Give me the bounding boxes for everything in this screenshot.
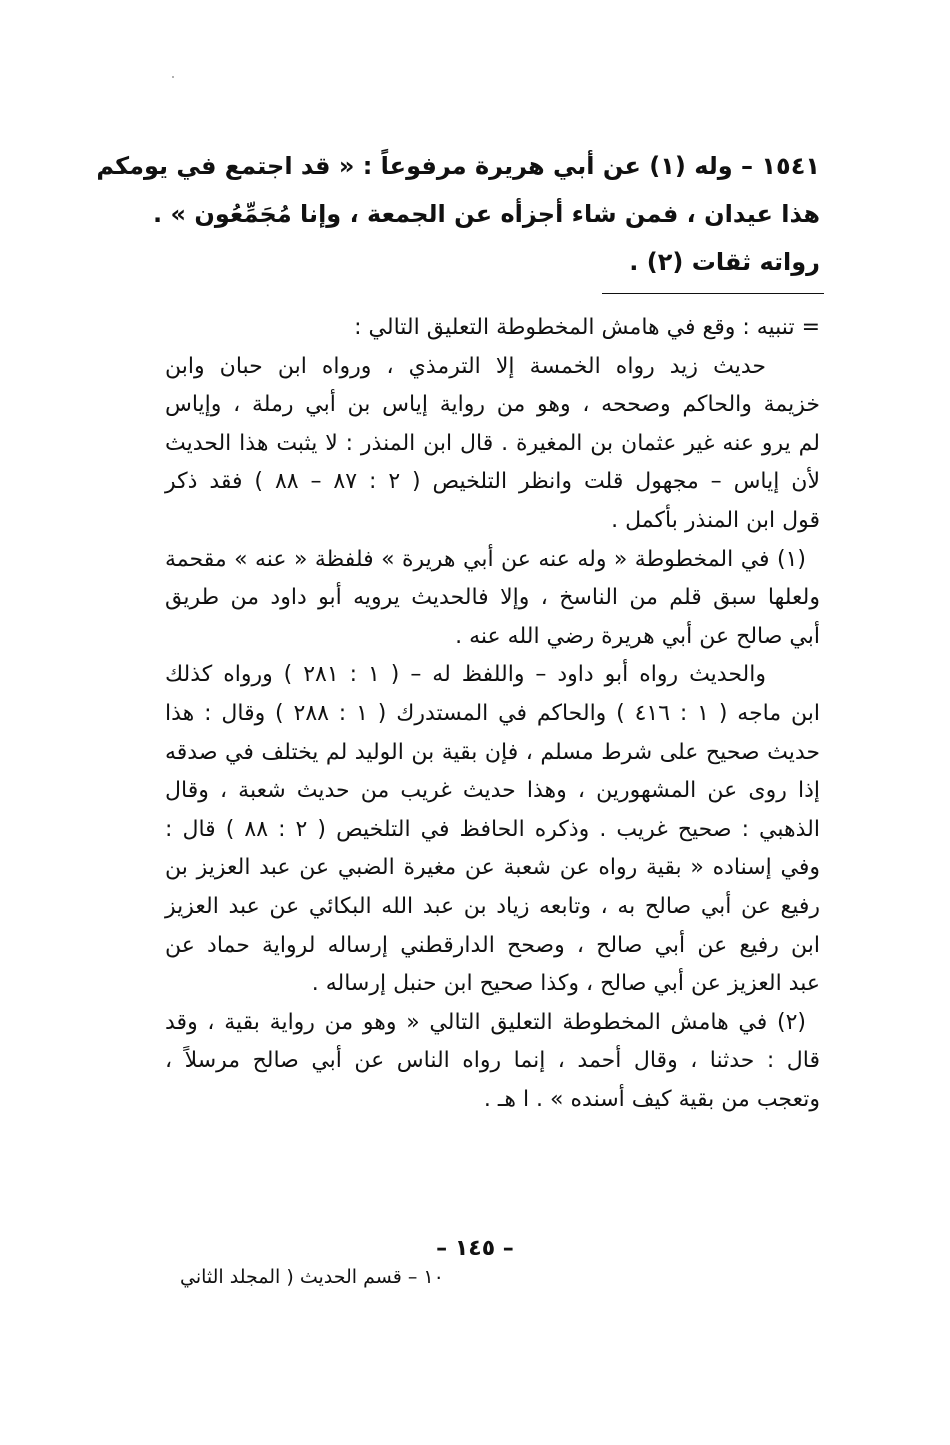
hadith-block [96,142,820,286]
footnote-1-line: ولعلها سبق قلم من الناسخ ، وإلا فالحديث يرويه أبو داود من طريق [165,585,820,611]
takhrij-line: ابن رفيع عن أبي صالح ، وصحح الدارقطني إرساله لرواية حماد عن [165,932,820,958]
footnote-1-line: (١) في المخطوطة « وله عنه عن أبي هريرة » فلفظة « عنه » مقحمة [165,546,806,572]
footnote-1 [165,541,820,657]
takhrij-paragraph [165,656,820,1003]
page-number: – ١٤٥ – [436,1236,514,1261]
takhrij-line: عبد العزيز عن أبي صالح ، وكذا صحيح ابن حنبل إرساله . [311,971,820,997]
footnote-separator [602,293,824,294]
tanbih-line: لم يرو عنه غير عثمان بن المغيرة . قال ابن المنذر : لا يثبت هذا الحديث [165,430,820,456]
takhrij-line: إذا روى عن المشهورين ، وهذا حديث غريب من حديث شعبة ، وقال [165,778,820,804]
footnote-2 [165,1004,820,1120]
takhrij-line: حديث صحيح على شرط مسلم ، فإن بقية بن الوليد لم يختلف في صدقه [165,739,820,765]
tanbih-line: حديث زيد رواه الخمسة إلا الترمذي ، ورواه ابن حبان وابن [165,353,766,379]
footnote-2-line: (٢) في هامش المخطوطة التعليق التالي « وهو من رواية بقية ، وقد [165,1009,806,1035]
takhrij-line: وفي إسناده « بقية رواه عن شعبة عن مغيرة الضبي عن عبد العزيز بن [165,855,820,881]
tanbih-line: = تنبيه : وقع في هامش المخطوطة التعليق التالي : [354,315,820,340]
footnotes-block [165,309,820,1119]
takhrij-line: ابن ماجه ( ١ : ٤١٦ ) والحاكم في المستدرك ( ١ : ٢٨٨ ) وقال : هذا [165,700,820,726]
takhrij-line: والحديث رواه أبو داود – واللفظ له – ( ١ : ٢٨١ ) ورواه كذلك [165,662,766,688]
tanbih-line: قول ابن المنذر بأكمل . [611,507,820,533]
footnote-2-line: قال : حدثنا ، وقال أحمد ، إنما رواه الناس عن أبي صالح مرسلاً ، [165,1048,820,1074]
footnote-1-line: أبي صالح عن أبي هريرة رضي الله عنه . [455,623,820,649]
tanbih-paragraph [165,309,820,541]
takhrij-line: الذهبي : صحيح غريب . وذكره الحافظ في التلخيص ( ٢ : ٨٨ ) قال : [165,816,821,842]
printer-signature: ١٠ – قسم الحديث ( المجلد الثاني [180,1266,444,1288]
hadith-line: رواته ثقات (٢) . [629,248,820,276]
footnote-2-line: وتعجب من بقية كيف أسنده » . ا هـ . [483,1086,820,1112]
hadith-line: هذا عيدان ، فمن شاء أجزأه عن الجمعة ، وإنا مُجَمِّعُون » . [153,200,820,228]
paper-speck [172,76,174,78]
hadith-line: ١٥٤١ – وله (١) عن أبي هريرة مرفوعاً : « قد اجتمع في يومكم [96,152,820,180]
takhrij-line: رفيع عن أبي صالح به ، وتابعه زياد بن عبد الله البكائي عن عبد العزيز [165,893,820,919]
tanbih-line: خزيمة والحاكم وصححه ، وهو من رواية إياس بن أبي رملة ، وإياس [165,392,820,418]
tanbih-line: لأن إياس – مجهول قلت وانظر التلخيص ( ٢ : ٨٧ – ٨٨ ) فقد ذكر [165,469,820,495]
